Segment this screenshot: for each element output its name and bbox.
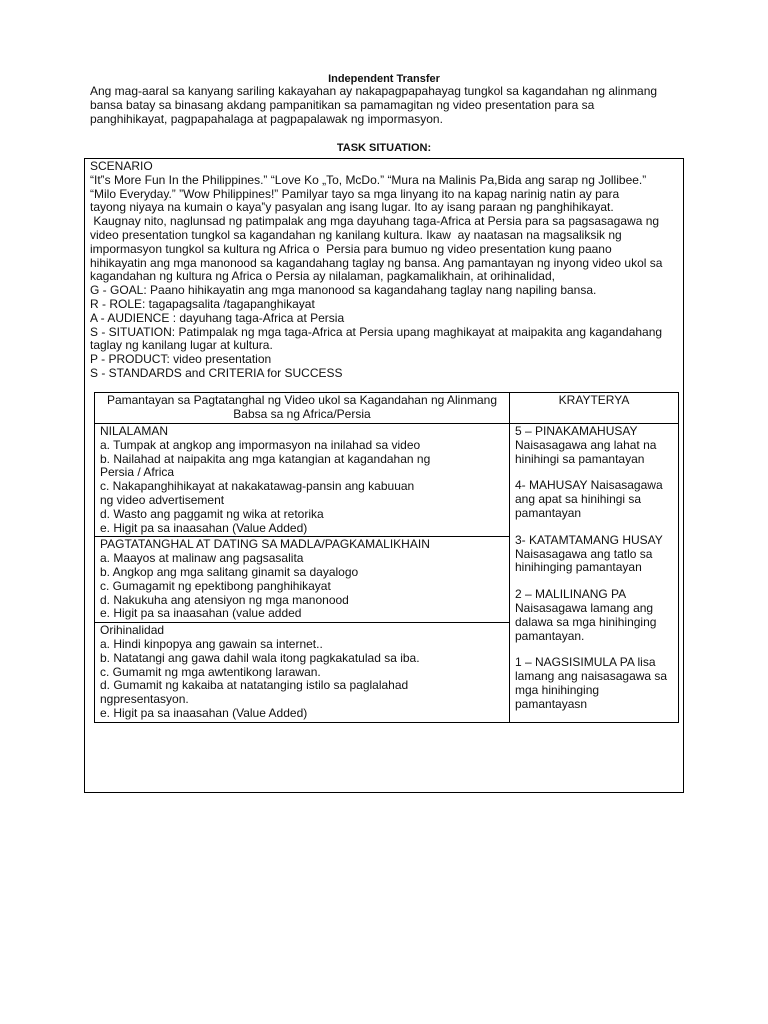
criteria-item: c. Gumagamit ng epektibong panghihikayat	[100, 578, 331, 593]
level-5-text: Naisasagawa ang lahat na	[515, 437, 657, 452]
scenario-line: tayong niyaya na kumain o kaya‟y pasyalan ang isang lugar. Ito ay isang paraan ng panghihikayat.	[90, 200, 614, 215]
scenario-line: hihikayatin ang mga manonood sa kagandahang taglay ng bansa. Ang pamantayan ng inyong video ukol sa	[90, 255, 663, 270]
criteria-item: d. Gumamit ng kakaiba at natatanging istilo sa paglalahad	[100, 678, 409, 693]
criteria-item: ng video advertisement	[100, 492, 225, 507]
role-line: R - ROLE: tagapagsalita /tagapanghikayat	[90, 296, 315, 311]
criteria-item: b. Nailahad at naipakita ang mga katangian at kagandahan ng	[100, 451, 431, 466]
level-5-text: hinihingi sa pamantayan	[515, 451, 645, 466]
rubric-header-row	[95, 393, 679, 424]
criteria-heading: Orihinalidad	[100, 623, 165, 638]
level-1-text: mga hinihinging	[515, 682, 600, 697]
criteria-item: e. Higit pa sa inaasahan (Value Added)	[100, 705, 308, 720]
criteria-item: d. Wasto ang paggamit ng wika at retorika	[100, 506, 324, 521]
rubric-header-right: KRAYTERYA	[510, 393, 679, 424]
criteria-item: a. Maayos at malinaw ang pagsasalita	[100, 551, 304, 566]
level-4-text: ang apat sa hinihingi sa	[515, 492, 642, 507]
level-2-text: dalawa sa mga hinihinging	[515, 614, 657, 629]
criteria-item: a. Hindi kinpopya ang gawain sa internet..	[100, 636, 323, 651]
scenario-line: impormasyon tungkol sa kultura ng Africa o Persia para bumuo ng video presentation kung paano	[90, 241, 612, 256]
level-3-text: hinihinging pamantayan	[515, 560, 642, 575]
criteria-item: b. Natatangi ang gawa dahil wala itong pagkakatulad sa iba.	[100, 650, 420, 665]
criteria-item: e. Higit pa sa inaasahan (Value Added)	[100, 520, 308, 535]
criteria-item: a. Tumpak at angkop ang impormasyon na inilahad sa video	[100, 437, 421, 452]
scenario-line: “Milo Everyday.” ”Wow Philippines!” Pamilyar tayo sa mga linyang ito na kapag narinig natin ay para	[90, 186, 620, 201]
standards-line: S - STANDARDS and CRITERIA for SUCCESS	[90, 365, 343, 380]
criteria-item: c. Nakapanghihikayat at nakakatawag-pansin ang kabuuan	[100, 479, 415, 494]
situation-line: taglay ng kanilang lugar at kultura.	[90, 338, 273, 353]
scenario-line: kagandahan ng kultura ng Africa o Persia ay nilalaman, pagkamalikhain, at orihinalidad,	[90, 269, 555, 284]
scenario-heading: SCENARIO	[90, 159, 153, 173]
criteria-item: e. Higit pa sa inaasahan (value added	[100, 606, 302, 621]
level-2-text: pamantayan.	[515, 628, 585, 643]
document-title: Independent Transfer	[328, 73, 440, 85]
criteria-pagtatanghal	[95, 537, 510, 623]
scenario-block	[90, 160, 682, 381]
audience-line: A - AUDIENCE : dayuhang taga-Africa at Persia	[90, 310, 345, 325]
criteria-heading: PAGTATANGHAL AT DATING SA MADLA/PAGKAMALIKHAIN	[100, 537, 430, 552]
criteria-heading: NILALAMAN	[100, 424, 169, 438]
level-2-text: Naisasagawa lamang ang	[515, 600, 654, 615]
scenario-line: Kaugnay nito, naglunsad ng patimpalak ang mga dayuhang taga-Africa at Persia para sa pagsasagawa ng	[90, 214, 660, 229]
level-3-title: 3- KATAMTAMANG HUSAY	[515, 532, 663, 547]
criteria-nilalaman	[95, 424, 510, 537]
task-situation-heading: TASK SITUATION:	[336, 142, 432, 154]
rubric-table	[94, 392, 679, 723]
situation-line: S - SITUATION: Patimpalak ng mga taga-Africa at Persia upang maghikayat at maipakita ang kagandahang	[90, 324, 663, 339]
level-1-text: lamang ang naisasagawa sa	[515, 669, 668, 684]
krayterya-levels	[510, 424, 679, 723]
level-4-title: 4- MAHUSAY Naisasagawa	[515, 478, 663, 493]
criteria-item: Persia / Africa	[100, 465, 175, 480]
level-5-title: 5 – PINAKAMAHUSAY	[515, 424, 638, 438]
level-2-title: 2 – MALILINANG PA	[515, 587, 627, 602]
criteria-orihinalidad	[95, 623, 510, 723]
intro-paragraph: Ang mag-aaral sa kanyang sariling kakayahan ay nakapagpapahayag tungkol sa kagandahan ng alinmang bansa batay sa binasang akdang pampanitikan sa pamamagitan ng video presentation para sa panghihikayat, pagpapahalaga at pagpapalawak ng impormasyon.	[90, 84, 658, 126]
scenario-line: “It‟s More Fun In the Philippines.” “Love Ko „To, McDo.” “Mura na Malinis Pa,Bida ang sarap ng Jollibee.”	[90, 172, 647, 187]
criteria-item: b. Angkop ang mga salitang ginamit sa dayalogo	[100, 564, 359, 579]
goal-line: G - GOAL: Paano hihikayatin ang mga manonood sa kagandahang taglay nang napiling bansa.	[90, 283, 597, 298]
level-1-title: 1 – NAGSISIMULA PA lisa	[515, 655, 656, 670]
level-1-text: pamantayasn	[515, 696, 588, 711]
level-3-text: Naisasagawa ang tatlo sa	[515, 546, 653, 561]
level-4-text: pamantayan	[515, 505, 582, 520]
rubric-header-left: Pamantayan sa Pagtatanghal ng Video ukol sa Kagandahan ng Alinmang Babsa sa ng Africa/Persia	[95, 393, 510, 424]
rubric-row	[95, 424, 679, 537]
scenario-line: video presentation tungkol sa kagandahan ng kanilang kultura. Ikaw ay naatasan na magsaliksik ng	[90, 227, 622, 242]
product-line: P - PRODUCT: video presentation	[90, 352, 272, 367]
criteria-item: d. Nakukuha ang atensiyon ng mga manonood	[100, 592, 349, 607]
criteria-item: c. Gumamit ng mga awtentikong larawan.	[100, 664, 321, 679]
criteria-item: ngpresentasyon.	[100, 692, 189, 707]
